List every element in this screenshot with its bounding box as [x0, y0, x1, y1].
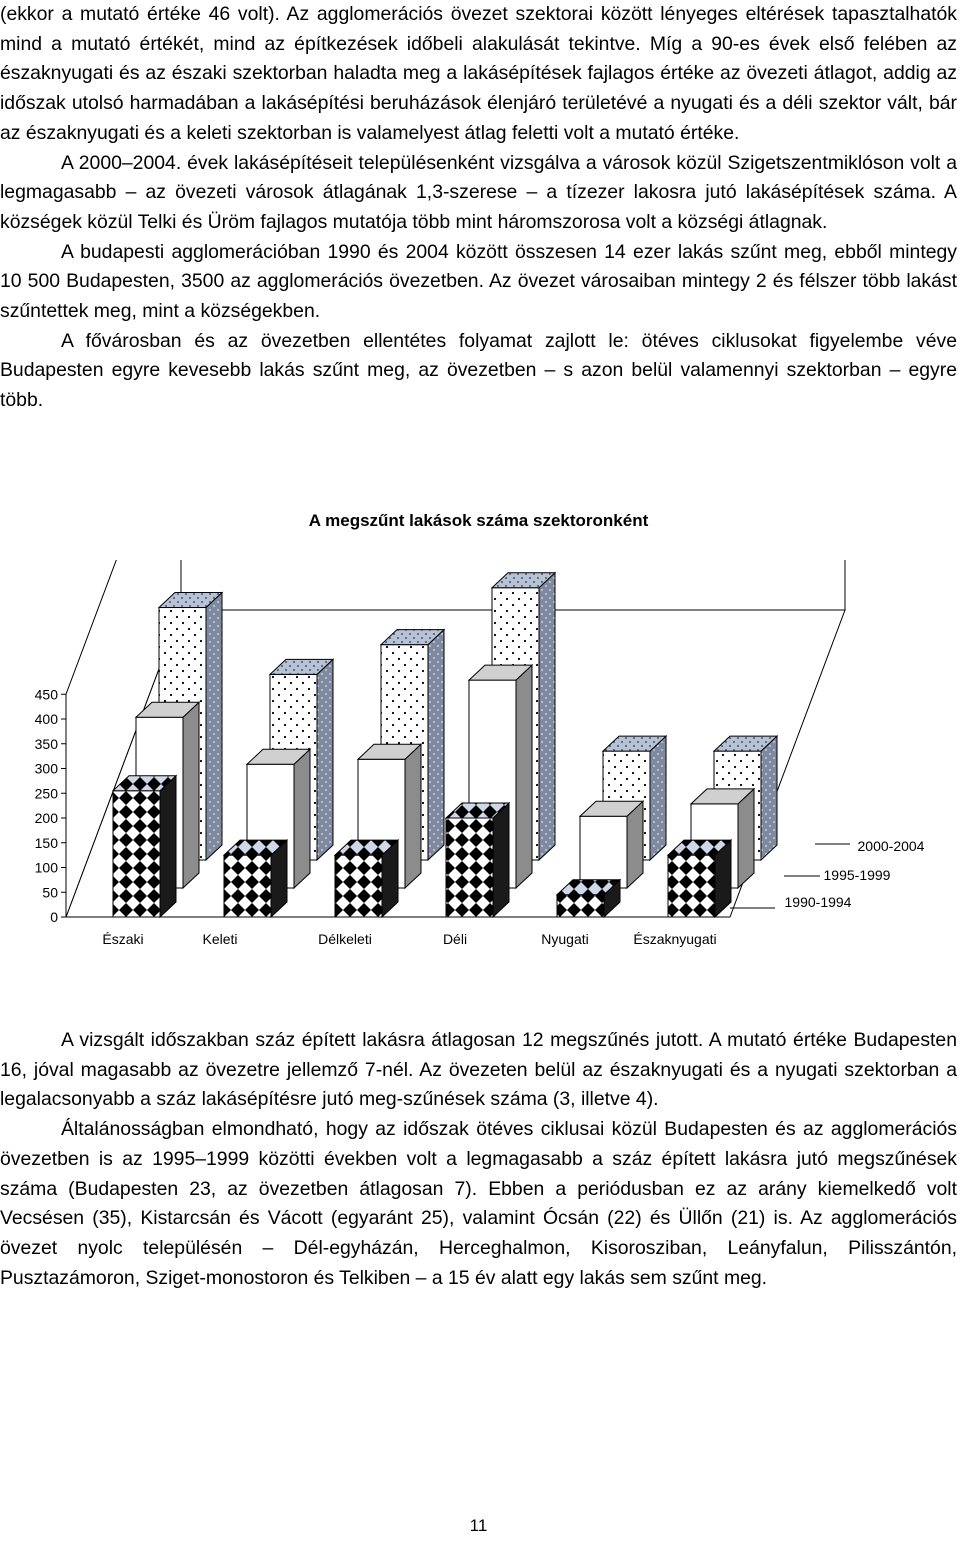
bar-front	[113, 791, 160, 917]
bar-front	[224, 855, 271, 917]
bar-side	[206, 593, 222, 860]
y-tick-label: 150	[34, 834, 58, 851]
y-tick-label: 250	[34, 785, 58, 802]
y-tick-label: 100	[34, 859, 58, 876]
series-label: 1990-1994	[784, 894, 852, 910]
body-text-top	[0, 0, 957, 416]
bar-side	[294, 749, 310, 888]
x-tick-label: Keleti	[202, 931, 238, 947]
series-label: 1995-1999	[823, 867, 891, 883]
bar-front	[668, 855, 715, 917]
bar-1990-1994-Északi	[113, 776, 176, 917]
paragraph: A budapesti agglomerációban 1990 és 2004 között összesen 14 ezer lakás szűnt meg, ebből mintegy 10 500 Budapesten, 3500 az agglomerációs övezetben. Az övezet városaiban mintegy 2 és félszer több lakást szűntettek meg, mint a községekben.	[0, 240, 957, 323]
paragraph: A vizsgált időszakban száz épített lakásra átlagosan 12 megszűnés jutott. A mutató értéke Budapesten 16, jóval magasabb az övezetre jellemző 7-nél. Az övezeten belül az északnyugati és a nyugati szektorban a legalacsonyabb a száz lakásépítésre jutó meg-szűnések száma (3, illetve 4).	[0, 1029, 957, 1111]
body-text-bottom	[0, 1026, 957, 1293]
bar-side	[650, 736, 666, 860]
bar-side	[493, 803, 509, 917]
bar-side	[738, 789, 754, 888]
bar-side	[428, 630, 444, 860]
bar-side	[516, 665, 532, 888]
bar-1990-1994-Délkeleti	[335, 840, 398, 917]
bar-1990-1994-Északnyugati	[668, 840, 731, 917]
page-number: 11	[469, 1516, 488, 1535]
series-label: 2000-2004	[857, 838, 925, 854]
bar-side	[405, 744, 421, 888]
y-tick-label: 300	[34, 760, 58, 777]
bar-side	[160, 776, 176, 917]
bar-side	[539, 573, 555, 860]
bar-front	[557, 895, 604, 917]
paragraph: A fővárosban és az övezetben ellentétes folyamat zajlott le: ötéves ciklusokat figyelembe véve Budapesten egyre kevesebb lakás szűnt meg, az övezetben – s azon belül valamennyi szektorban – egyre több.	[0, 329, 957, 412]
y-tick-label: 350	[34, 735, 58, 752]
bar-front	[335, 855, 382, 917]
y-tick-label: 400	[34, 711, 58, 727]
bar-front	[580, 816, 627, 888]
y-tick-label: 0	[50, 909, 58, 925]
paragraph: Általánosságban elmondható, hogy az időszak ötéves ciklusai közül Budapesten és az agglomerációs övezetben is az 1995–1999 közötti években volt a legmagasabb a száz épített lakásra jutó megszűnések száma (Budapesten 23, az övezetben átlagosan 7). Ebben a periódusban ez az arány kiemelkedő volt Vecsésen (35), Kistarcsán és Vácott (egyaránt 25), valamint Ócsán (22) és Üllőn (21) is. Az agglomerációs övezet nyolc településén – Dél-egyházán, Herceghalmon, Kisorosziban, Leányfalun, Pilisszántón, Pusztazámoron, Sziget-monostoron és Telkiben – a 15 év alatt egy lakás sem szűnt meg.	[0, 1118, 957, 1289]
bar-1995-1999-Nyugati	[580, 801, 643, 888]
x-tick-label: Nyugati	[541, 931, 589, 947]
bar-front	[446, 818, 493, 917]
y-tick-label: 200	[34, 810, 58, 826]
paragraph: (ekkor a mutató értéke 46 volt). Az agglomerációs övezet szektorai között lényeges eltérések tapasztalhatók mind a mutató értékét, mind az építkezések időbeli alakulását tekintve. Míg a 90-es évek első felében az északnyugati és az északi szektorban haladta meg a lakásépítések fajlagos értéke az övezeti átlagot, addig az időszak utolsó harmadában a lakásépítési beruházások élenjáró területévé a nyugati és a déli szektor vált, bár az északnyugati és a keleti szektorban is valamelyest átlag feletti volt a mutató értéke.	[0, 3, 957, 144]
x-tick-label: Északnyugati	[633, 931, 717, 947]
bar-side	[183, 702, 199, 888]
bar-side	[317, 659, 333, 860]
y-tick-label: 50	[42, 884, 58, 901]
bar-chart-3d	[0, 560, 960, 960]
paragraph: A 2000–2004. évek lakásépítéseit településenként vizsgálva a városok közül Szigetszentmiklóson volt a legmagasabb – az övezeti városok átlagának 1,3-szerese – a tízezer lakosra jutó lakásépítések száma. A községek közül Telki és Üröm fajlagos mutatója több mint háromszorosa volt a községi átlagnak.	[0, 151, 957, 233]
bar-side	[761, 736, 777, 860]
chart-title: A megszűnt lakások száma szektoronként	[308, 511, 649, 530]
bar-1990-1994-Déli	[446, 803, 509, 917]
x-tick-label: Délkeleti	[318, 931, 372, 947]
x-tick-label: Északi	[102, 931, 144, 947]
y-tick-label: 450	[34, 686, 58, 703]
bar-1990-1994-Keleti	[224, 840, 287, 917]
x-tick-label: Déli	[442, 931, 468, 947]
bar-1990-1994-Nyugati	[557, 880, 620, 917]
